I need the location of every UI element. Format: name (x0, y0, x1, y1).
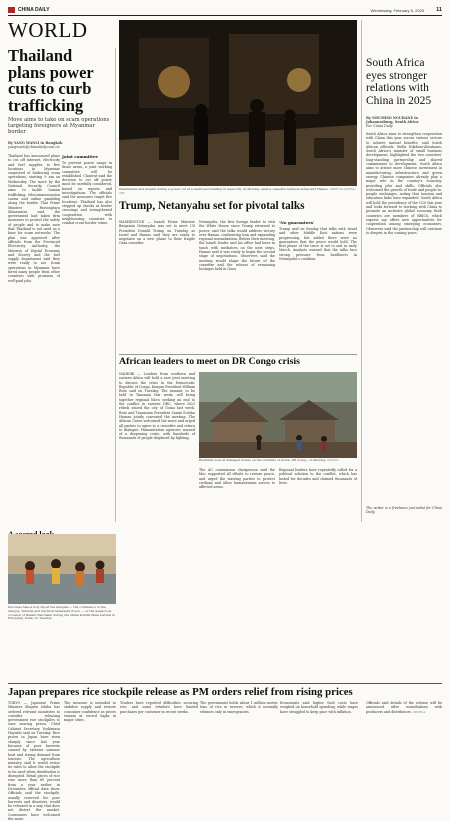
african-body-continued: The AU commission chairperson said the bloc supported all efforts to restore peace, and urged the warring parties to protect civilians and allow humanitarian access to affected areas. (199, 468, 275, 490)
masthead (8, 6, 442, 18)
bottom-credit: XINHUA (413, 709, 426, 714)
main-photo-caption (119, 188, 357, 196)
lead-deck: Move aims to take on scam operations targeting foreigners at Myanmar border (8, 117, 110, 136)
paper-logo (8, 7, 15, 13)
sacred-look-image (8, 534, 116, 604)
middle-headline: Trump, Netanyahu set for pivotal talks (119, 200, 305, 212)
lead-byline (8, 141, 112, 149)
african-photo-caption (199, 459, 357, 463)
main-photo-caption-text: Palestinians and Israelis during a power cut at a destroyed building in Gaza City on Monday, amid a ceasefire between Israel and Hamas. (119, 187, 329, 191)
column-divider-left (115, 48, 116, 522)
bottom-body-col2-text: The measure is intended to stabilise supply and restore consumer confidence as prices remain at record highs in major cities. (64, 701, 116, 723)
bottom-body-col6-text: Officials said details of the release will be announced after consultations with producers and distributors. (366, 701, 442, 714)
middle-body-col2: Netanyahu, the first foreign leader to visit the White House since Trump returned to power, said the talks would address victory over Hamas, confronting Iran and expanding regional normalization. Before their meeting, the Israeli leader said his office had been in touch with mediators on the next steps. Hamas said it was ready to begin the second stage of negotiations. Observers said the meeting would shape the future of the ceasefire and the release of remaining hostages held in Gaza. (199, 220, 275, 272)
lead-subhead: Joint committee (62, 154, 99, 159)
african-body-end: Regional leaders have repeatedly called for a political solution to the conflict, which has lasted for decades and claimed thousands of lives. (279, 468, 357, 485)
column-divider-right (361, 20, 362, 522)
middle-body-continued: Trump said on Sunday that talks with Israel and other Middle East nations were progressing, but added there were no guarantees that the peace would hold. The first phase of the truce is set to end in early March. Analysts warned that the talks face strong pressure from hardliners in Netanyahu's coalition. (279, 227, 357, 262)
bottom-body-col4 (200, 701, 278, 743)
bottom-body-col3-text: Traders have reported difficulties securing rice, and some retailers have limited purchases per customer in recent weeks. (120, 701, 198, 714)
african-headline: African leaders to meet on DR Congo crisis (119, 356, 300, 367)
main-photo-image (119, 20, 357, 186)
middle-body-col3 (279, 220, 357, 350)
section-title: WORLD (8, 18, 88, 42)
right-byline-name: By NDUMISO NGUBANE in Johannesburg, South Africa (366, 116, 419, 125)
bottom-body-col1: TOKYO — Japanese Prime Minister Shigeru Ishiba has ordered relevant ministries to consider releasing government rice stockpiles to ease soaring prices, Chief Cabinet Secretary Yoshimasa Hayashi said on Tuesday. Rice prices in Japan have risen sharply since last year because of poor harvests caused by extreme summer heat and strong demand from tourists. The agriculture ministry said it would revise its rules to allow the stockpile to be used when distribution is disrupted. Retail prices of rice rose more than 60 percent from a year earlier in December, official data show. Officials said the stockpile, usually reserved for poor harvests and disasters, would be released in a way that does not distort the market. Consumers have welcomed the move. (8, 701, 60, 821)
african-photo-image (199, 372, 357, 458)
lead-headline: Thailand plans power cuts to curb trafficking (8, 46, 94, 115)
middle-body-col1 (119, 220, 195, 350)
middle-dateline: WASHINGTON — Israeli Prime Minister Benjamin Netanyahu was set to meet US President Donald Trump on Tuesday as Israel and Hamas said they are ready to negotiate on a new phase to their fragile Gaza ceasefire. (119, 220, 195, 246)
paper-name: CHINA DAILY (18, 7, 50, 13)
right-headline: South Africa eyes stronger relations with China in 2025 (366, 57, 432, 107)
bottom-body-col4-text: The government holds about 1 million metric tons of rice in reserve, which it normally releases only in emergencies. (200, 701, 278, 714)
main-photo-credit: OMAR AL-QATTAA / AFP (119, 188, 357, 195)
african-body-col3 (279, 468, 357, 522)
sacred-look-caption: Devotees take a holy dip at the Sangam — the confluence of the Ganges, Yamuna and mythical Saraswati rivers — on the auspicious occasion of Basant Panchami during the Maha Kumbh Mela festival in Prayagraj, India, on Tuesday. (8, 605, 115, 621)
sacred-look-photo (8, 534, 116, 604)
right-note: The writer is a freelance journalist for China Daily. (366, 506, 442, 515)
bottom-body-col3 (120, 701, 198, 743)
african-photo (199, 372, 357, 458)
lead-body-col2 (62, 154, 112, 520)
date-line: Wednesday, February 5, 2025 (370, 7, 424, 13)
african-body-col2 (199, 468, 275, 522)
middle-divider (119, 354, 357, 355)
right-byline (366, 116, 442, 129)
african-photo-credit: XINHUA (327, 459, 339, 462)
bottom-body-col2 (64, 701, 116, 743)
lead-byline-email: yangwanli@chinadaily.com.cn (8, 145, 60, 150)
bottom-body-col6 (366, 701, 442, 743)
lead-body-col1: Thailand has announced plans to cut off internet, electricity and fuel supplies to five locations in Myanmar suspected of harboring scam operations, starting 9 am on Wednesday. The move by the National Security Council aims to tackle human trafficking, telecommunication scams and online gambling along the border. Thai Prime Minister Paetongtarn Shinawatra said the government had taken firm measures to protect the safety of people and to make sure that Thailand is not used as a base for scam networks. The plan was approved after officials from the Provincial Electricity Authority, the Ministry of Digital Economy and Society and the fuel supply department said they were ready to act. Scam operations in Myanmar have lured many people from other countries with promises of well-paid jobs. (8, 154, 60, 283)
african-photo-caption-text: Residents look at damaged homes on the outskirts of Goma, DR Congo, on Monday. (199, 458, 327, 462)
bottom-headline: Japan prepares rice stockpile release as PM orders relief from rising prices (8, 686, 353, 698)
middle-subhead: 'No guarantees' (279, 220, 315, 225)
right-body: South Africa aims to strengthen cooperation with China this year across various sectors to achieve mutual benefits, said South African officials. Stella Ndabeni-Abrahams, South Africa's minister of small business development, highlighted the two countries' long-standing partnership and shared commitment to development. South Africa aims to attract more Chinese investment in manufacturing, infrastructure and green energy. Chinese companies already play a major role in the country's economy, providing jobs and skills. Officials also welcomed the growth of trade and people-to-people exchanges, noting that tourism and education links have expanded. South Africa will hold the presidency of the G20 this year and looks forward to working with China to promote an inclusive global economy. Both countries are members of BRICS, which experts say offers new opportunities for cooperation among emerging economies. Observers said the partnership will continue to deepen in the coming years. (366, 132, 442, 235)
page-number: 11 (436, 6, 442, 13)
lead-body-continued: To prevent power usage in those areas, a joint working committee will be established. Chaiwut said the decision to cut off power must be carefully considered, based on reports and investigations. The officials said the measures target five locations. Thailand has also stepped up checks at border crossings and strengthened cooperation with neighbouring countries to combat cross-border crime. (62, 161, 112, 226)
masthead-rule (8, 15, 442, 16)
bottom-rule (8, 683, 442, 684)
right-byline-paper: For China Daily (366, 124, 393, 129)
african-body-col1: NAIROBI — Leaders from southern and eastern Africa will hold a rare joint meeting to discuss the crisis in the Democratic Republic of Congo, Kenyan President William Ruto said on Tuesday. The summit, to be held in Tanzania this week, will bring together regional blocs seeking an end to the conflict in eastern DRC, where M23 rebels seized the city of Goma last week. Ruto and Tanzanian President Samia Suluhu Hassan jointly convened the meeting. The African Union welcomed the move and urged all parties to agree to a ceasefire and return to dialogue. Humanitarian agencies warned of a deepening crisis, with hundreds of thousands of people displaced by fighting. (119, 372, 195, 441)
main-photo (119, 20, 357, 186)
bottom-body-col5-text: Economists said higher food costs have weighed on household spending, while wages have struggled to keep pace with inflation. (280, 701, 358, 714)
lead-byline-name: By YANG WANLI in Bangkok (8, 141, 63, 145)
bottom-body-col5 (280, 701, 358, 743)
